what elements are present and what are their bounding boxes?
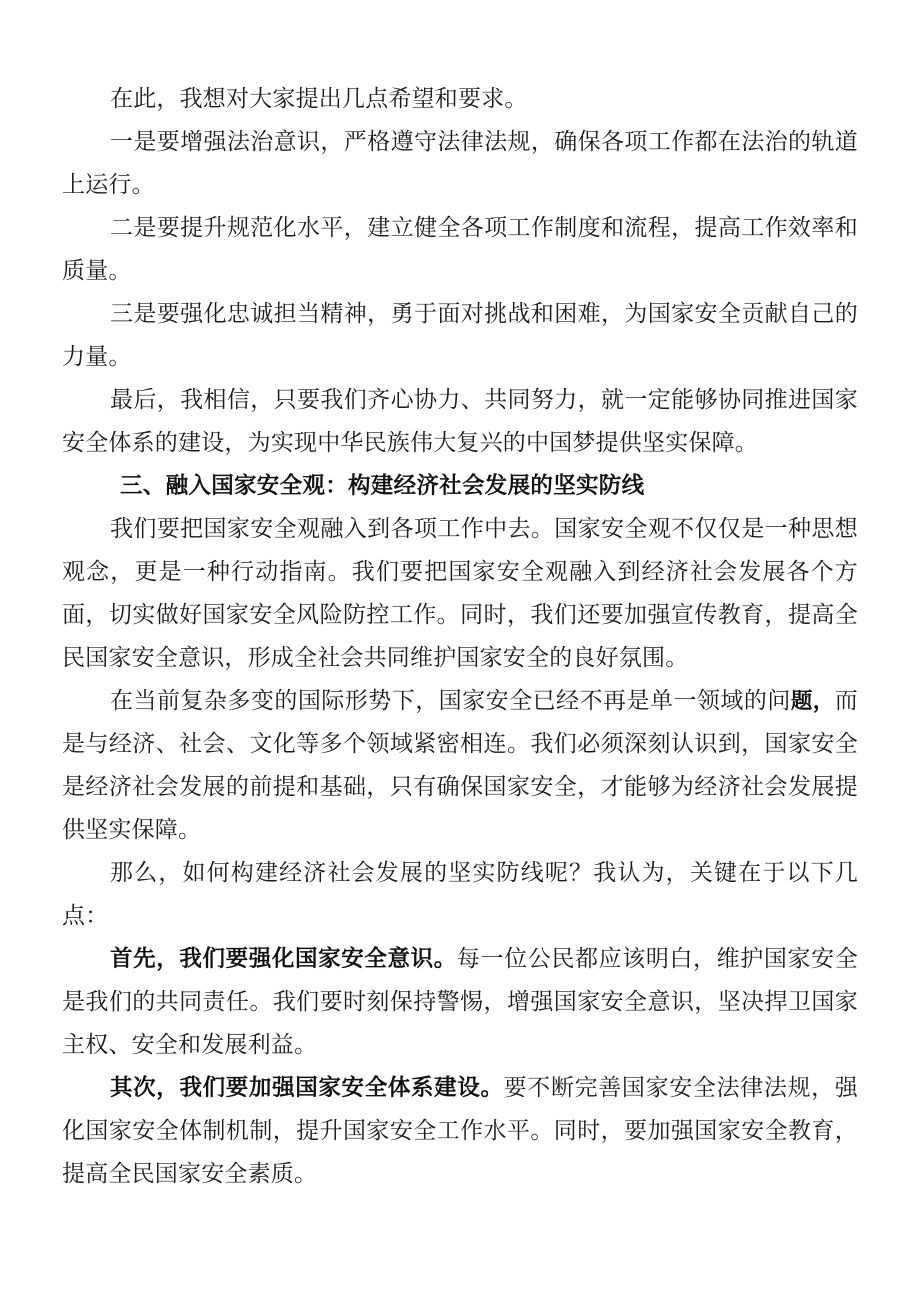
substituted-glyph-run: 题， (790, 689, 835, 714)
paragraph-text-run: 在当前复杂多变的国际形势下，国家安全已经不再是单一领域的问 (110, 688, 791, 714)
body-paragraph (62, 680, 858, 852)
paragraph-lead-in: 其次，我们要加强国家安全体系建设。 (110, 1075, 504, 1101)
body-paragraph: 二是要提升规范化水平，建立健全各项工作制度和流程，提高工作效率和质量。 (62, 215, 858, 284)
section-heading: 三、融入国家安全观：构建经济社会发展的坚实防线 (120, 473, 645, 499)
body-paragraph: 我们要把国家安全观融入到各项工作中去。国家安全观不仅仅是一种思想观念，更是一种行动指南。我们要把国家安全观融入到经济社会发展各个方面，切实做好国家安全风险防控工作。同时，我们还要加强宣传教育，提高全民国家安全意识，形成全社会共同维护国家安全的良好氛围。 (62, 516, 858, 671)
body-paragraph: 一是要增强法治意识，严格遵守法律法规，确保各项工作都在法治的轨道上运行。 (62, 129, 858, 198)
body-paragraph: 那么，如何构建经济社会发展的坚实防线呢？我认为，关键在于以下几点： (62, 860, 858, 929)
paragraph-text-run: 要不断完善国家安全法律法规，强化国家安全体制机制，提升国家安全工作水平。同时，要加强国家安全教育，提高全民国家安全素质。 (62, 1075, 859, 1187)
body-paragraph (62, 938, 858, 1067)
document-text-column (62, 78, 858, 1196)
body-paragraph: 三是要强化忠诚担当精神，勇于面对挑战和困难，为国家安全贡献自己的力量。 (62, 301, 858, 370)
paragraph-text-run: 而是与经济、社会、文化等多个领域紧密相连。我们必须深刻认识到，国家安全是经济社会发展的前提和基础，只有确保国家安全，才能够为经济社会发展提供坚实保障。 (62, 688, 858, 843)
body-paragraph: 在此，我想对大家提出几点希望和要求。 (110, 86, 528, 112)
body-paragraph (62, 1067, 858, 1196)
body-paragraph: 最后，我相信，只要我们齐心协力、共同努力，就一定能够协同推进国家安全体系的建设，为实现中华民族伟大复兴的中国梦提供坚实保障。 (62, 387, 858, 456)
paragraph-lead-in: 首先，我们要强化国家安全意识。 (110, 946, 457, 972)
paragraph-text-run: 每一位公民都应该明白，维护国家安全是我们的共同责任。我们要时刻保持警惕，增强国家安全意识，坚决捍卫国家主权、安全和发展利益。 (62, 946, 858, 1058)
